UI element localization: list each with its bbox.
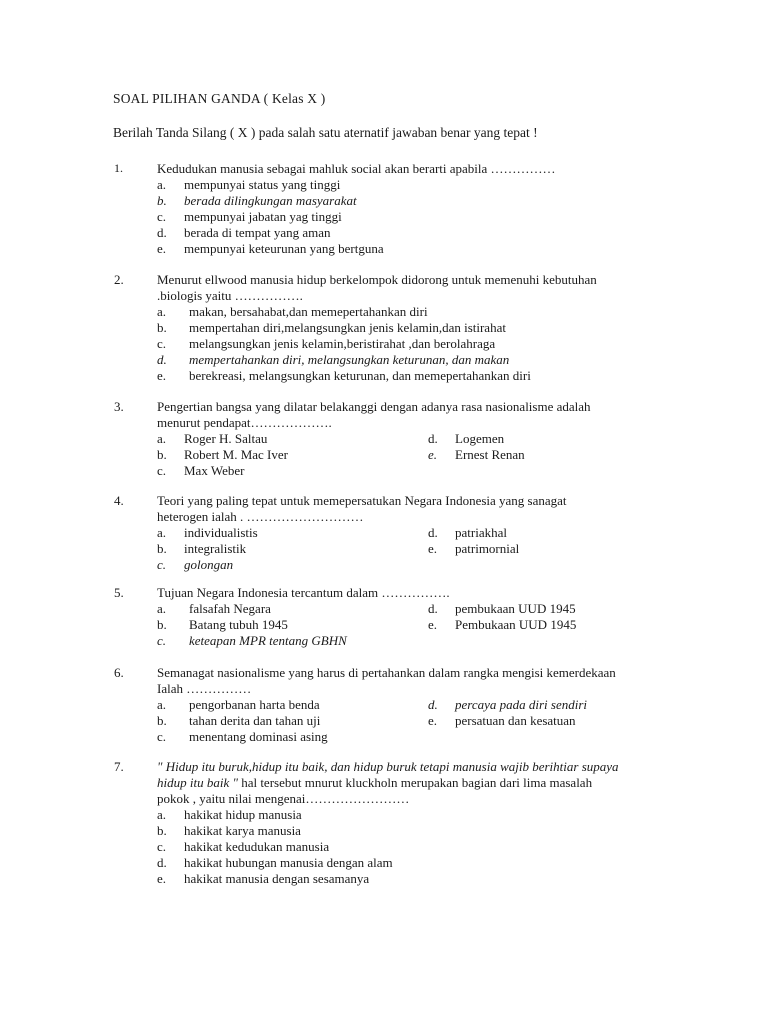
page-title: SOAL PILIHAN GANDA ( Kelas X ) [113,91,326,106]
question-line [157,775,657,791]
quote-end: hidup itu baik " [157,775,238,790]
quote-line: " Hidup itu buruk,hidup itu baik, dan hidup buruk tetapi manusia wajib berihtiar supaya [157,759,619,774]
question-line: Menurut ellwood manusia hidup berkelompok didorong untuk memenuhi kebutuhan [157,272,597,287]
question-number: 7. [114,759,124,774]
question-line: menurut pendapat………………. [157,415,332,430]
question-number: 3. [114,399,124,414]
instruction-text: Berilah Tanda Silang ( X ) pada salah satu aternatif jawaban benar yang tepat ! [113,125,538,140]
question-line: .biologis yaitu ……………. [157,288,303,303]
question-line: Tujuan Negara Indonesia tercantum dalam ……………. [157,585,450,600]
question-line: Kedudukan manusia sebagai mahluk social akan berarti apabila …………… [157,161,556,176]
question-text [157,585,647,601]
question-text [157,665,657,697]
question-text [157,161,647,177]
question-text [157,272,647,304]
question-line: Ialah …………… [157,681,252,696]
question-text [157,759,657,807]
question-number: 6. [114,665,124,680]
question-text [157,399,647,431]
question-line: Pengertian bangsa yang dilatar belakanggi dengan adanya rasa nasionalisme adalah [157,399,591,414]
question-number: 4. [114,493,124,508]
document-page: SOAL PILIHAN GANDA ( Kelas X ) Berilah Tanda Silang ( X ) pada salah satu aternatif jawaban benar yang tepat ! 1. Kedudukan manusia sebagai mahluk social akan berarti apabila …………… a. mempunyai status yang tinggi b. berada dilingkungan masyarakat c. mempunyai jabatan yag tinggi d. berada di tempat yang aman e. mempunyai keteurunan yang bertguna 2. Menurut ellwood manusia hidup berkelompok didorong untuk memenuhi kebutuhan .biologis yaitu ……………. a. makan, bersahabat,dan memepertahankan diri b. mempertahan diri,melangsungkan jenis kelamin,dan istirahat c. melangsungkan jenis kelamin,beristirahat ,dan berolahraga d. mempertahankan diri, melangsungkan keturunan, dan makan e. berekreasi, melangsungkan keturunan, dan memepertahankan diri 3. Pengertian bangsa yang dilatar belakanggi dengan adanya rasa nasionalisme adalah menurut pendapat………………. a. Roger H. Saltau b. Robert M. Mac Iver c. Max Weber d. Logemen e. Ernest Renan 4. Teori yang paling tepat untuk memepersatukan Negara Indonesia yang sanagat heterogen ialah . ……………………… a. individualistis b. integralistik c. golongan d. patriakhal e. patrimornial 5. Tujuan Negara Indonesia tercantum dalam ……………. a. falsafah Negara b. Batang tubuh 1945 c. keteapan MPR tentang GBHN d. pembukaan UUD 1945 e. Pembukaan UUD 1945 6. Semanagat nasionalisme yang harus di pertahankan dalam rangka mengisi kemerdekaan Ialah …………… a. pengorbanan harta benda b. tahan derita dan tahan uji c. menentang dominasi asing d. percaya pada diri sendiri e. persatuan dan kesatuan 7. " Hidup itu buruk,hidup itu baik, dan hidup buruk tetapi manusia wajib berihtiar supaya hidup itu baik " hal tersebut mnurut kluckholn merupakan bagian dari lima masalah pokok , yaitu nilai mengenai…………………… a. hakikat hidup manusia b. hakikat karya manusia c. hakikat kedudukan manusia d. hakikat hubungan manusia dengan alam e. hakikat manusia dengan sesamanya [0,0,768,1024]
question-text [157,493,647,525]
question-line: pokok , yaitu nilai mengenai…………………… [157,791,410,806]
question-number: 2. [114,272,124,287]
question-line: heterogen ialah . ……………………… [157,509,364,524]
question-number: 5. [114,585,124,600]
question-line: Teori yang paling tepat untuk memepersatukan Negara Indonesia yang sanagat [157,493,567,508]
question-number: 1. [114,161,123,175]
question-line: Semanagat nasionalisme yang harus di pertahankan dalam rangka mengisi kemerdekaan [157,665,616,680]
question-line-rest: hal tersebut mnurut kluckholn merupakan bagian dari lima masalah [237,775,593,790]
